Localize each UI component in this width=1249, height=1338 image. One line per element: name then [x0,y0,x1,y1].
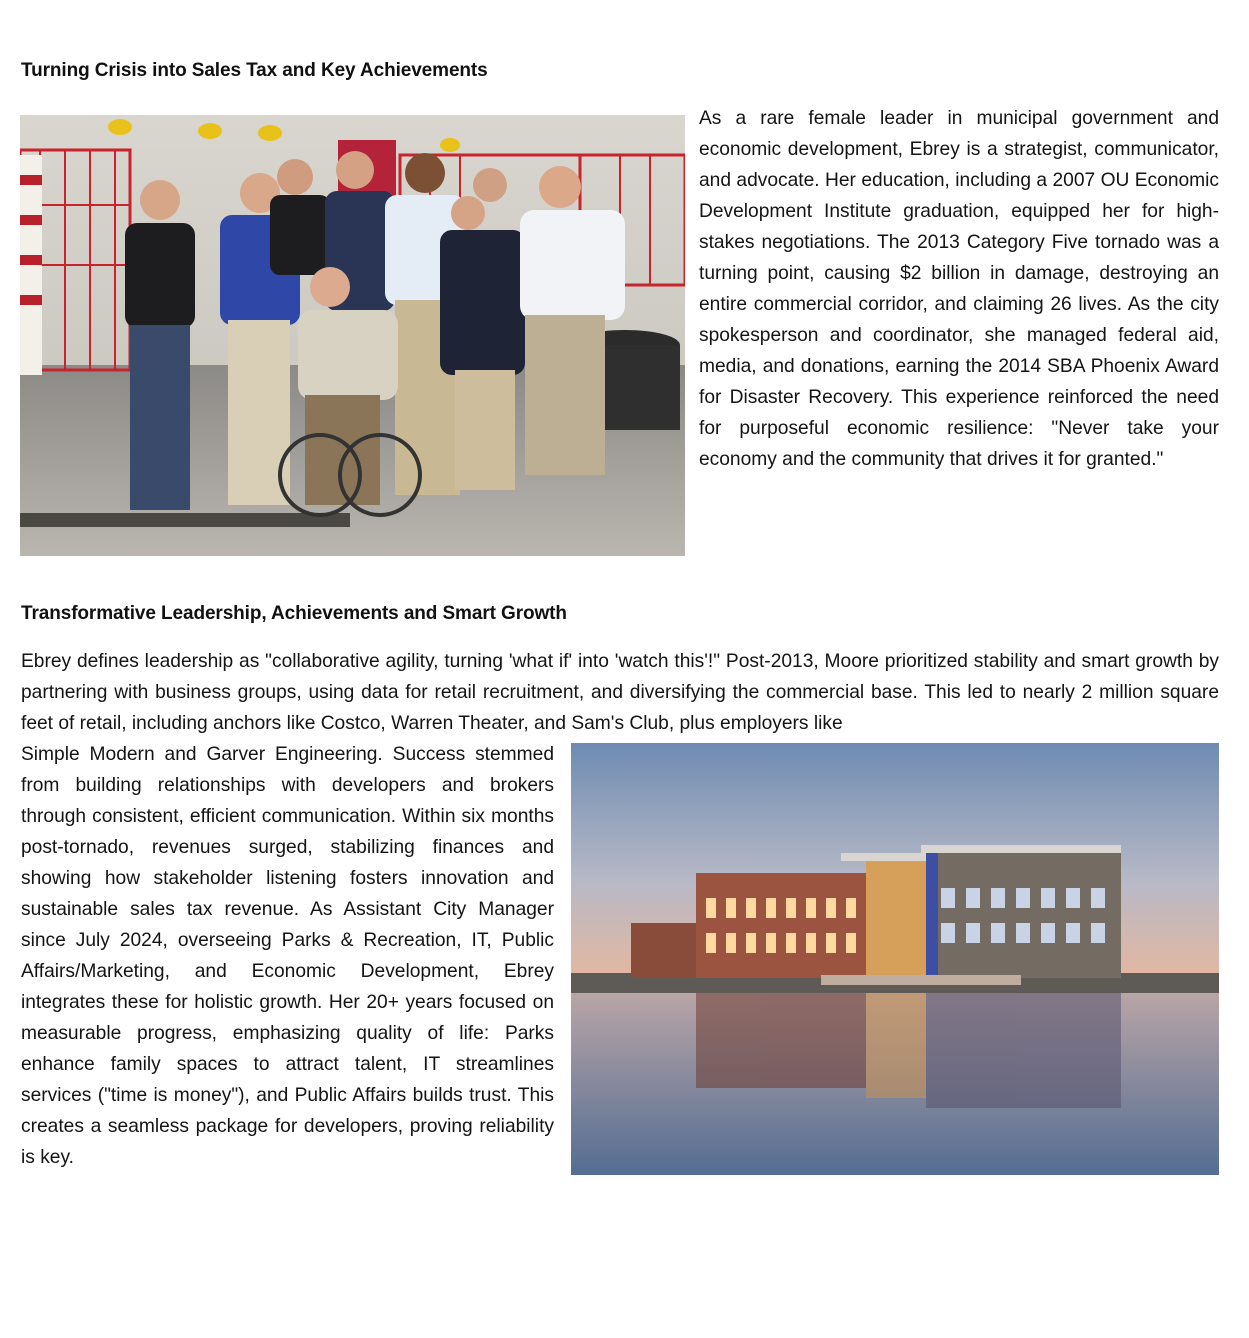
section-heading-leadership: Transformative Leadership, Achievements and Smart Growth [21,603,567,624]
city-hall-photo [571,743,1219,1175]
group-photo [20,115,685,556]
section-leadership-paragraph-intro: Ebrey defines leadership as "collaborative agility, turning 'what if' into 'watch this'!" Post-2013, Moore prioritized stability and smart growth by partnering with business groups, using data for retail recruitment, and diversifying the commercial base. This led to nearly 2 million square feet of retail, including anchors like Costco, Warren Theater, and Sam's Club, plus employers like [21,651,1219,734]
section-crisis-paragraph: As a rare female leader in municipal government and economic development, Ebrey is a strategist, communicator, and advocate. Her education, including a 2007 OU Economic Development Institute graduation, equipped her for high-stakes negotiations. The 2013 Category Five tornado was a turning point, causing $2 billion in damage, destroying an entire commercial corridor, and claiming 26 lives. As the city spokesperson and coordinator, she managed federal aid, media, and donations, earning the 2014 SBA Phoenix Award for Disaster Recovery. This experience reinforced the need for purposeful economic resilience: "Never take your economy and the community that drives it for granted." [699,108,1219,470]
section-heading-crisis: Turning Crisis into Sales Tax and Key Achievements [21,60,488,81]
section-leadership-paragraph-continued: Simple Modern and Garver Engineering. Success stemmed from building relationships with developers and brokers through consistent, efficient communication. Within six months post-tornado, revenues surged, stabilizing finances and showing how stakeholder listening fosters innovation and sustainable sales tax revenue. As Assistant City Manager since July 2024, overseeing Parks & Recreation, IT, Public Affairs/Marketing, and Economic Development, Ebrey integrates these for holistic growth. Her 20+ years focused on measurable progress, emphasizing quality of life: Parks enhance family spaces to attract talent, IT streamlines services ("time is money"), and Public Affairs builds trust. This creates a seamless package for developers, proving reliability is key. [21,744,554,1168]
